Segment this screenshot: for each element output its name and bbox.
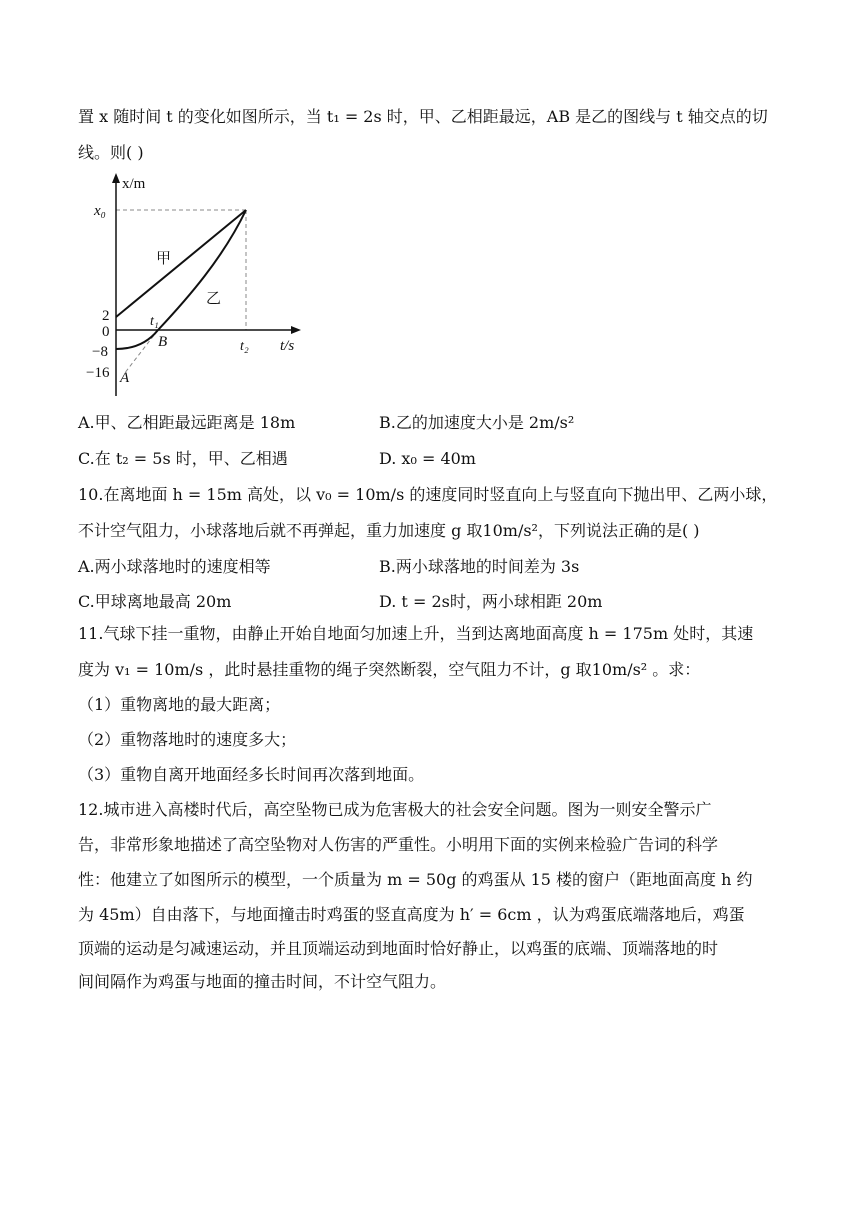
q10-option-a: A.两小球落地时的速度相等 (78, 557, 271, 576)
q12-line5: 顶端的运动是匀减速运动，并且顶端运动到地面时恰好静止，以鸡蛋的底端、顶端落地的时 (78, 939, 719, 958)
q12-line3: 性：他建立了如图所示的模型，一个质量为 m = 50g 的鸡蛋从 15 楼的窗户（距地面高度 h 约 (78, 870, 753, 889)
jia-label: 甲 (156, 251, 172, 267)
q10-line2: 不计空气阻力，小球落地后就不再弹起，重力加速度 g 取10m/s²，下列说法正确的是( ) (78, 521, 700, 540)
q9-option-a: A.甲、乙相距最远距离是 18m (78, 413, 296, 432)
q9-option-c: C.在 t₂ = 5s 时，甲、乙相遇 (78, 449, 288, 468)
q12-line4: 为 45m）自由落下，与地面撞击时鸡蛋的竖直高度为 h′ = 6cm ，认为鸡蛋底端落地后，鸡蛋 (78, 905, 745, 924)
y-axis-label: x/m (122, 176, 146, 192)
q12-line2: 告，非常形象地描述了高空坠物对人伤害的严重性。小明用下面的实例来检验广告词的科学 (78, 835, 719, 854)
q10-option-c: C.甲球离地最高 20m (78, 592, 232, 611)
x-axis-label: t/s (280, 338, 295, 354)
tick-label-0: 0 (102, 324, 110, 340)
yi-curve (116, 210, 246, 349)
t2-label: t₂ (240, 339, 249, 354)
x-axis-arrow (291, 326, 301, 334)
t1-label: t₁ (150, 314, 159, 329)
x0-label: x₀ (94, 203, 106, 219)
q11-line2: 度为 v₁ = 10m/s ，此时悬挂重物的绳子突然断裂，空气阻力不计，g 取10m/s² 。求： (78, 660, 701, 679)
xt-graph (78, 168, 310, 400)
tick-label-neg8: −8 (92, 344, 108, 360)
tick-label-2: 2 (102, 308, 110, 324)
q11-line1: 11.气球下挂一重物，由静止开始自地面匀加速上升，当到达离地面高度 h = 175m 处时，其速 (78, 624, 754, 643)
yi-label: 乙 (206, 291, 222, 307)
B-label: B (158, 334, 168, 350)
y-axis-arrow (112, 173, 120, 183)
q9-intro-line1: 置 x 随时间 t 的变化如图所示，当 t₁ = 2s 时，甲、乙相距最远，AB 是乙的图线与 t 轴交点的切 (78, 107, 768, 126)
jia-line (116, 210, 246, 317)
q9-option-d: D. x₀ = 40m (379, 449, 476, 468)
q11-sub2: （2）重物落地时的速度多大； (78, 730, 297, 749)
q10-line1: 10.在离地面 h = 15m 高处，以 v₀ = 10m/s 的速度同时竖直向上与竖直向下抛出甲、乙两小球， (78, 485, 778, 504)
q10-option-b: B.两小球落地的时间差为 3s (379, 557, 580, 576)
A-label: A (120, 370, 130, 386)
q9-intro-line2: 线。则( ) (78, 143, 144, 162)
q12-line6: 间间隔作为鸡蛋与地面的撞击时间，不计空气阻力。 (78, 972, 447, 991)
q10-option-d: D. t = 2s时，两小球相距 20m (379, 592, 603, 611)
q12-line1: 12.城市进入高楼时代后，高空坠物已成为危害极大的社会安全问题。图为一则安全警示广 (78, 800, 712, 819)
q11-sub3: （3）重物自离开地面经多长时间再次落到地面。 (78, 765, 425, 784)
tick-label-neg16: −16 (86, 365, 110, 381)
q9-option-b: B.乙的加速度大小是 2m/s² (379, 413, 575, 432)
q11-sub1: （1）重物离地的最大距离； (78, 695, 281, 714)
